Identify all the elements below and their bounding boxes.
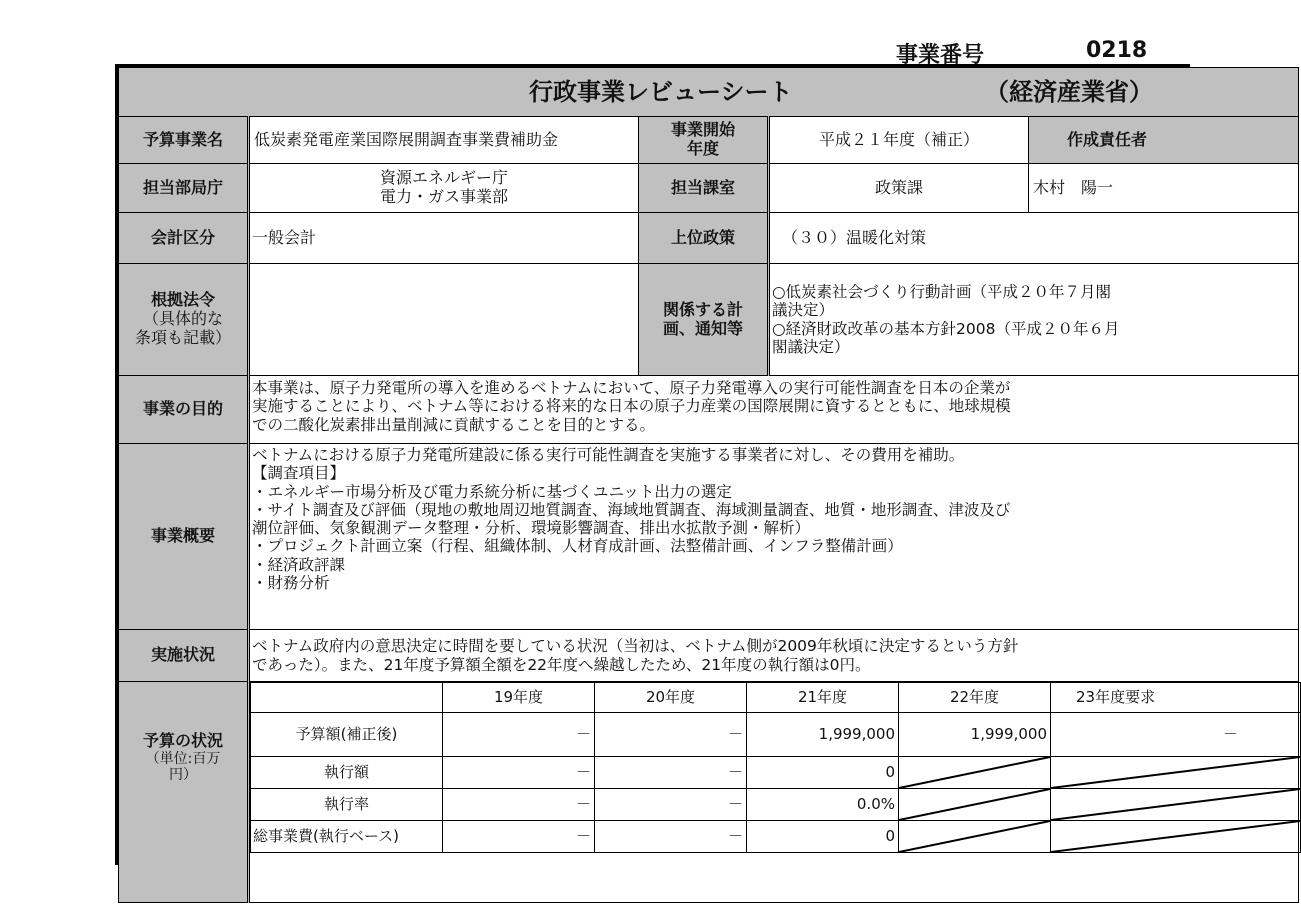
execution-rate-21: 0.0% <box>747 789 899 821</box>
diagonal-line-icon <box>899 757 1050 788</box>
budget-year-19: 19年度 <box>443 683 595 713</box>
title-row <box>119 68 1299 117</box>
execution-rate-22-blank <box>899 789 1051 821</box>
overview-value: ベトナムにおける原子力発電所建設に係る実行可能性調査を実施する事業者に対し、その費用を補助。 【調査項目】 ・エネルギー市場分析及び電力系統分析に基づくユニット出力の選定 ・サイト調査及び評価（現地の敷地周辺地質調査、海域地質調査、海域測量調査、地質・地形調査、津波及び 潮位評価、気象観測データ整理・分析、環境影響調査、排出水拡散予測・解析） ・プロジェクト計画立案（行程、組織体制、人材育成計画、法整備計画、インフラ整備計画） ・経済政評課 ・財務分析 <box>249 444 1299 630</box>
ministry-name: （経済産業省） <box>985 78 1153 106</box>
related-plans-value: ○低炭素社会づくり行動計画（平成２０年７月閣 議決定） ○経済財政改革の基本方針2008（平成２０年６月 閣議決定） <box>769 264 1299 376</box>
legal-basis-label-main: 根拠法令 <box>150 290 215 310</box>
total-cost-22-blank <box>899 821 1051 853</box>
row-overview <box>119 444 1299 630</box>
project-number-value: 0218 <box>1086 38 1148 63</box>
budget-name-value: 低炭素発電産業国際展開調査事業費補助金 <box>249 117 639 164</box>
review-sheet <box>115 64 1238 865</box>
row-budget-name <box>119 117 1299 164</box>
budget-amount-19: － <box>443 713 595 757</box>
status-value: ベトナム政府内の意思決定に時間を要している状況（当初は、ベトナム側が2009年秋頃に決定するという方針 であった）。また、21年度予算額全額を22年度へ繰越したため、21年度の執行額は0円。 <box>249 630 1299 682</box>
start-year-value: 平成２１年度（補正） <box>769 117 1029 164</box>
row-purpose <box>119 376 1299 444</box>
division-label: 担当課室 <box>639 164 769 213</box>
budget-amount-label: 予算額(補正後) <box>251 713 443 757</box>
account-value: 一般会計 <box>249 213 639 264</box>
budget-row-amount <box>251 713 1301 757</box>
total-cost-label: 総事業費(執行ベース) <box>251 821 443 853</box>
total-cost-20: － <box>595 821 747 853</box>
budget-row-rate <box>251 789 1301 821</box>
policy-label: 上位政策 <box>639 213 769 264</box>
responsible-value: 木村 陽一 <box>1029 164 1299 213</box>
budget-year-21: 21年度 <box>747 683 899 713</box>
budget-table-cell <box>249 682 1299 903</box>
execution-rate-19: － <box>443 789 595 821</box>
sheet-title: 行政事業レビューシート <box>529 78 793 106</box>
review-sheet-table <box>118 67 1299 903</box>
executed-19: － <box>443 757 595 789</box>
total-cost-19: － <box>443 821 595 853</box>
row-bureau <box>119 164 1299 213</box>
total-cost-23-blank <box>1051 821 1301 853</box>
budget-row-executed <box>251 757 1301 789</box>
diagonal-line-icon <box>899 789 1050 820</box>
diagonal-line-icon <box>899 821 1050 852</box>
legal-basis-label <box>119 264 249 376</box>
account-label: 会計区分 <box>119 213 249 264</box>
row-budget-status <box>119 682 1299 903</box>
budget-amount-22: 1,999,000 <box>899 713 1051 757</box>
budget-amount-20: － <box>595 713 747 757</box>
budget-table <box>250 682 1301 853</box>
diagonal-line-icon <box>1051 821 1300 852</box>
bureau-value: 資源エネルギー庁 電力・ガス事業部 <box>249 164 639 213</box>
executed-22-blank <box>899 757 1051 789</box>
budget-year-22: 22年度 <box>899 683 1051 713</box>
related-plans-label: 関係する計 画、通知等 <box>639 264 769 376</box>
legal-basis-label-sub: （具体的な 条項も記載） <box>134 309 231 347</box>
diagonal-line-icon <box>1051 757 1300 788</box>
purpose-value: 本事業は、原子力発電所の導入を進めるベトナムにおいて、原子力発電導入の実行可能性調査を日本の企業が 実施することにより、ベトナム等における将来的な日本の原子力産業の国際展開に資するとともに、地球規模 での二酸化炭素排出量削減に貢献することを目的とする。 <box>249 376 1299 444</box>
division-value: 政策課 <box>769 164 1029 213</box>
execution-rate-20: － <box>595 789 747 821</box>
executed-20: － <box>595 757 747 789</box>
overview-label: 事業概要 <box>119 444 249 630</box>
budget-status-label <box>119 682 249 903</box>
project-number-label: 事業番号 <box>896 43 985 68</box>
legal-basis-value <box>249 264 639 376</box>
executed-21: 0 <box>747 757 899 789</box>
budget-status-label-main: 予算の状況 <box>142 731 223 750</box>
total-cost-21: 0 <box>747 821 899 853</box>
budget-year-20: 20年度 <box>595 683 747 713</box>
budget-row-total <box>251 821 1301 853</box>
bureau-label: 担当部局庁 <box>119 164 249 213</box>
execution-rate-23-blank <box>1051 789 1301 821</box>
status-label: 実施状況 <box>119 630 249 682</box>
row-status <box>119 630 1299 682</box>
budget-amount-21: 1,999,000 <box>747 713 899 757</box>
budget-name-label: 予算事業名 <box>119 117 249 164</box>
policy-value: （３０）温暖化対策 <box>769 213 1299 264</box>
budget-year-header <box>251 683 1301 713</box>
row-legal-basis <box>119 264 1299 376</box>
budget-amount-23: － <box>1051 713 1301 757</box>
budget-year-23-request: 23年度要求 <box>1051 683 1301 713</box>
purpose-label: 事業の目的 <box>119 376 249 444</box>
budget-status-label-sub: （単位:百万 円） <box>145 750 221 784</box>
diagonal-line-icon <box>1051 789 1300 820</box>
responsible-label: 作成責任者 <box>1029 117 1299 164</box>
execution-rate-label: 執行率 <box>251 789 443 821</box>
executed-label: 執行額 <box>251 757 443 789</box>
start-year-label: 事業開始 年度 <box>639 117 769 164</box>
budget-header-blank <box>251 683 443 713</box>
executed-23-blank <box>1051 757 1301 789</box>
project-number <box>890 36 1190 68</box>
row-account <box>119 213 1299 264</box>
